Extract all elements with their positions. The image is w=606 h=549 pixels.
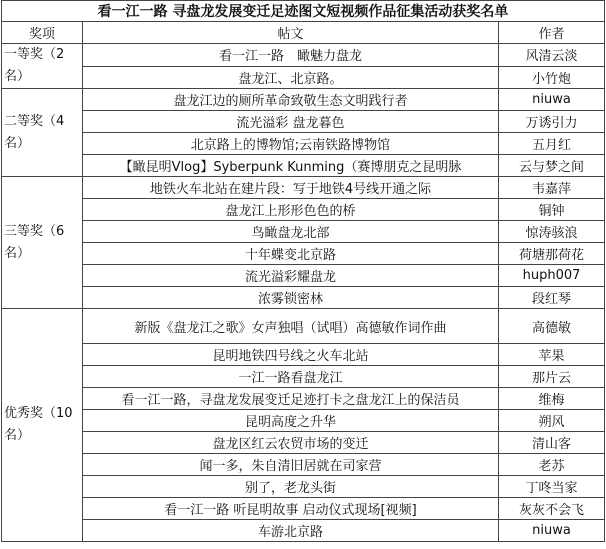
table-row [2,410,605,432]
header-author: 作者 [499,22,605,44]
author: 荷塘那荷花 [499,243,605,265]
author: 朔风 [499,410,605,432]
table-row [2,89,605,111]
table-row [2,432,605,454]
post-title: 流光溢彩耀盘龙 [83,265,499,287]
author: 段红琴 [499,287,605,309]
author: 风清云淡 [499,44,605,67]
author: 老苏 [499,454,605,476]
author: 那片云 [499,366,605,388]
post-title: 浓雾锁密林 [83,287,499,309]
table-row [2,454,605,476]
table-row [2,199,605,221]
post-title: 地铁火车北站在建片段：写于地铁4号线开通之际 [83,177,499,199]
author: niuwa [499,520,605,542]
table-row [2,155,605,177]
award-category: 优秀奖（10名） [2,309,83,542]
author: huph007 [499,265,605,287]
post-title: 北京路上的博物馆;云南铁路博物馆 [83,133,499,155]
table-row [2,44,605,67]
author: 云与梦之间 [499,155,605,177]
table-row [2,177,605,199]
table-row [2,111,605,133]
author: 维梅 [499,388,605,410]
author: 苹果 [499,344,605,366]
author: 惊涛骇浪 [499,221,605,243]
table-row [2,309,605,344]
post-title: 盘龙江上形形色色的桥 [83,199,499,221]
post-title: 车游北京路 [83,520,499,542]
post-title: 昆明高度之升华 [83,410,499,432]
header-post: 帖文 [83,22,499,44]
table-row [2,344,605,366]
post-title: 看一江一路 听昆明故事 启动仪式现场[视频] [83,498,499,520]
post-title: 鸟瞰盘龙北部 [83,221,499,243]
table-row [2,498,605,520]
post-title: 看一江一路 瞰魅力盘龙 [83,44,499,67]
table-row [2,287,605,309]
award-table [1,0,605,542]
post-title: 别了，老龙头街 [83,476,499,498]
award-category: 三等奖（6名） [2,177,83,309]
author: 韦嘉萍 [499,177,605,199]
post-title: 一江一路看盘龙江 [83,366,499,388]
table-row [2,476,605,498]
author: 高德敏 [499,309,605,344]
post-title: 盘龙江边的厕所革命致敬生态文明践行者 [83,89,499,111]
post-title: 看一江一路，寻盘龙发展变迁足迹打卡之盘龙江上的保洁员 [83,388,499,410]
post-title: 昆明地铁四号线之火车北站 [83,344,499,366]
table-row [2,366,605,388]
table-row [2,66,605,89]
award-category: 一等奖（2名） [2,44,83,89]
table-title: 看一江一路 寻盘龙发展变迁足迹图文短视频作品征集活动获奖名单 [2,1,605,22]
author: 铜钟 [499,199,605,221]
table-row [2,243,605,265]
author: 五月红 [499,133,605,155]
post-title: 【瞰昆明Vlog】Syberpunk Kunming（赛博朋克之昆明脉 [83,155,499,177]
table-row [2,520,605,542]
post-title: 流光溢彩 盘龙暮色 [83,111,499,133]
table-row [2,388,605,410]
post-title: 新版《盘龙江之歌》女声独唱（试唱）高德敏作词作曲 [83,309,499,344]
table-row [2,265,605,287]
post-title: 盘龙区红云农贸市场的变迁 [83,432,499,454]
author: niuwa [499,89,605,111]
award-category: 二等奖（4名） [2,89,83,177]
author: 小竹炮 [499,66,605,89]
author: 丁咚当家 [499,476,605,498]
table-row [2,133,605,155]
table-row [2,221,605,243]
author: 清山客 [499,432,605,454]
header-award: 奖项 [2,22,83,44]
post-title: 闻一多，朱自清旧居就在司家营 [83,454,499,476]
post-title: 盘龙江、北京路。 [83,66,499,89]
author: 灰灰不会飞 [499,498,605,520]
post-title: 十年蝶变北京路 [83,243,499,265]
header-row [2,22,605,44]
author: 万诱引力 [499,111,605,133]
